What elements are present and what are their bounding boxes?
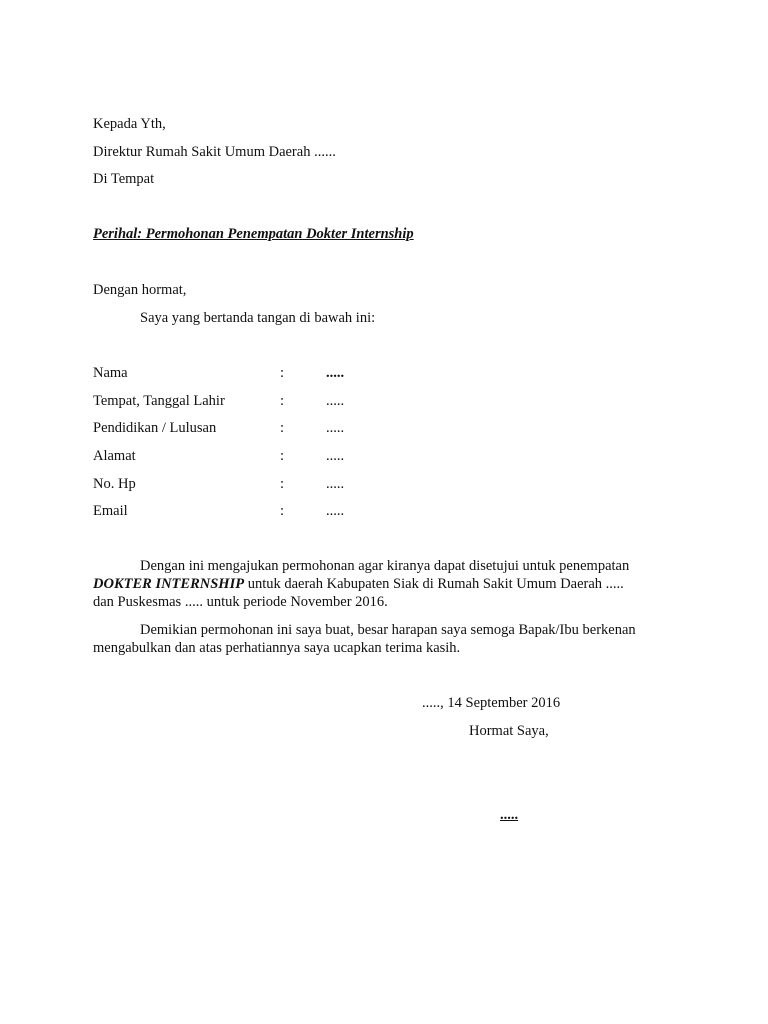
field-row-email [93, 503, 573, 520]
field-colon: : [280, 448, 285, 464]
greeting: Dengan hormat, [93, 282, 187, 298]
recipient-line-3: Di Tempat [93, 171, 155, 187]
paragraph-2-line-2: mengabulkan dan atas perhatiannya saya ucapkan terima kasih. [93, 640, 461, 656]
closing-date: ....., 14 September 2016 [422, 695, 561, 711]
field-label: Email [93, 503, 128, 519]
paragraph-1-line-1: Dengan ini mengajukan permohonan agar kiranya dapat disetujui untuk penempatan [140, 558, 630, 574]
paragraph-1-line-3: dan Puskesmas ..... untuk periode November 2016. [93, 594, 388, 610]
field-label: Nama [93, 365, 128, 381]
paragraph-1-line-2-rest: untuk daerah Kabupaten Siak di Rumah Sakit Umum Daerah ..... [244, 576, 624, 592]
field-value: ..... [326, 420, 345, 436]
signature-placeholder: ..... [500, 807, 519, 823]
field-row-nohp [93, 476, 573, 493]
field-label: Alamat [93, 448, 136, 464]
closing-salutation: Hormat Saya, [469, 723, 549, 739]
paragraph-1-line-2 [93, 576, 624, 593]
field-colon: : [280, 420, 285, 436]
field-value: ..... [326, 476, 345, 492]
intro-line: Saya yang bertanda tangan di bawah ini: [140, 310, 376, 326]
field-value: ..... [326, 448, 345, 464]
field-colon: : [280, 476, 285, 492]
field-colon: : [280, 365, 285, 381]
field-value: ..... [326, 365, 345, 381]
internship-emphasis: DOKTER INTERNSHIP [93, 576, 245, 592]
subject-line: Perihal: Permohonan Penempatan Dokter Internship [93, 226, 414, 242]
field-colon: : [280, 503, 285, 519]
recipient-line-2: Direktur Rumah Sakit Umum Daerah ...... [93, 144, 336, 160]
recipient-line-1: Kepada Yth, [93, 116, 166, 132]
field-colon: : [280, 393, 285, 409]
field-label: Pendidikan / Lulusan [93, 420, 217, 436]
field-row-ttl [93, 393, 573, 410]
paragraph-2-line-1: Demikian permohonan ini saya buat, besar harapan saya semoga Bapak/Ibu berkenan [140, 622, 636, 638]
field-label: Tempat, Tanggal Lahir [93, 393, 225, 409]
field-row-pendidikan [93, 420, 573, 437]
field-row-alamat [93, 448, 573, 465]
field-label: No. Hp [93, 476, 136, 492]
field-value: ..... [326, 393, 345, 409]
field-value: ..... [326, 503, 345, 519]
field-row-nama [93, 365, 573, 382]
